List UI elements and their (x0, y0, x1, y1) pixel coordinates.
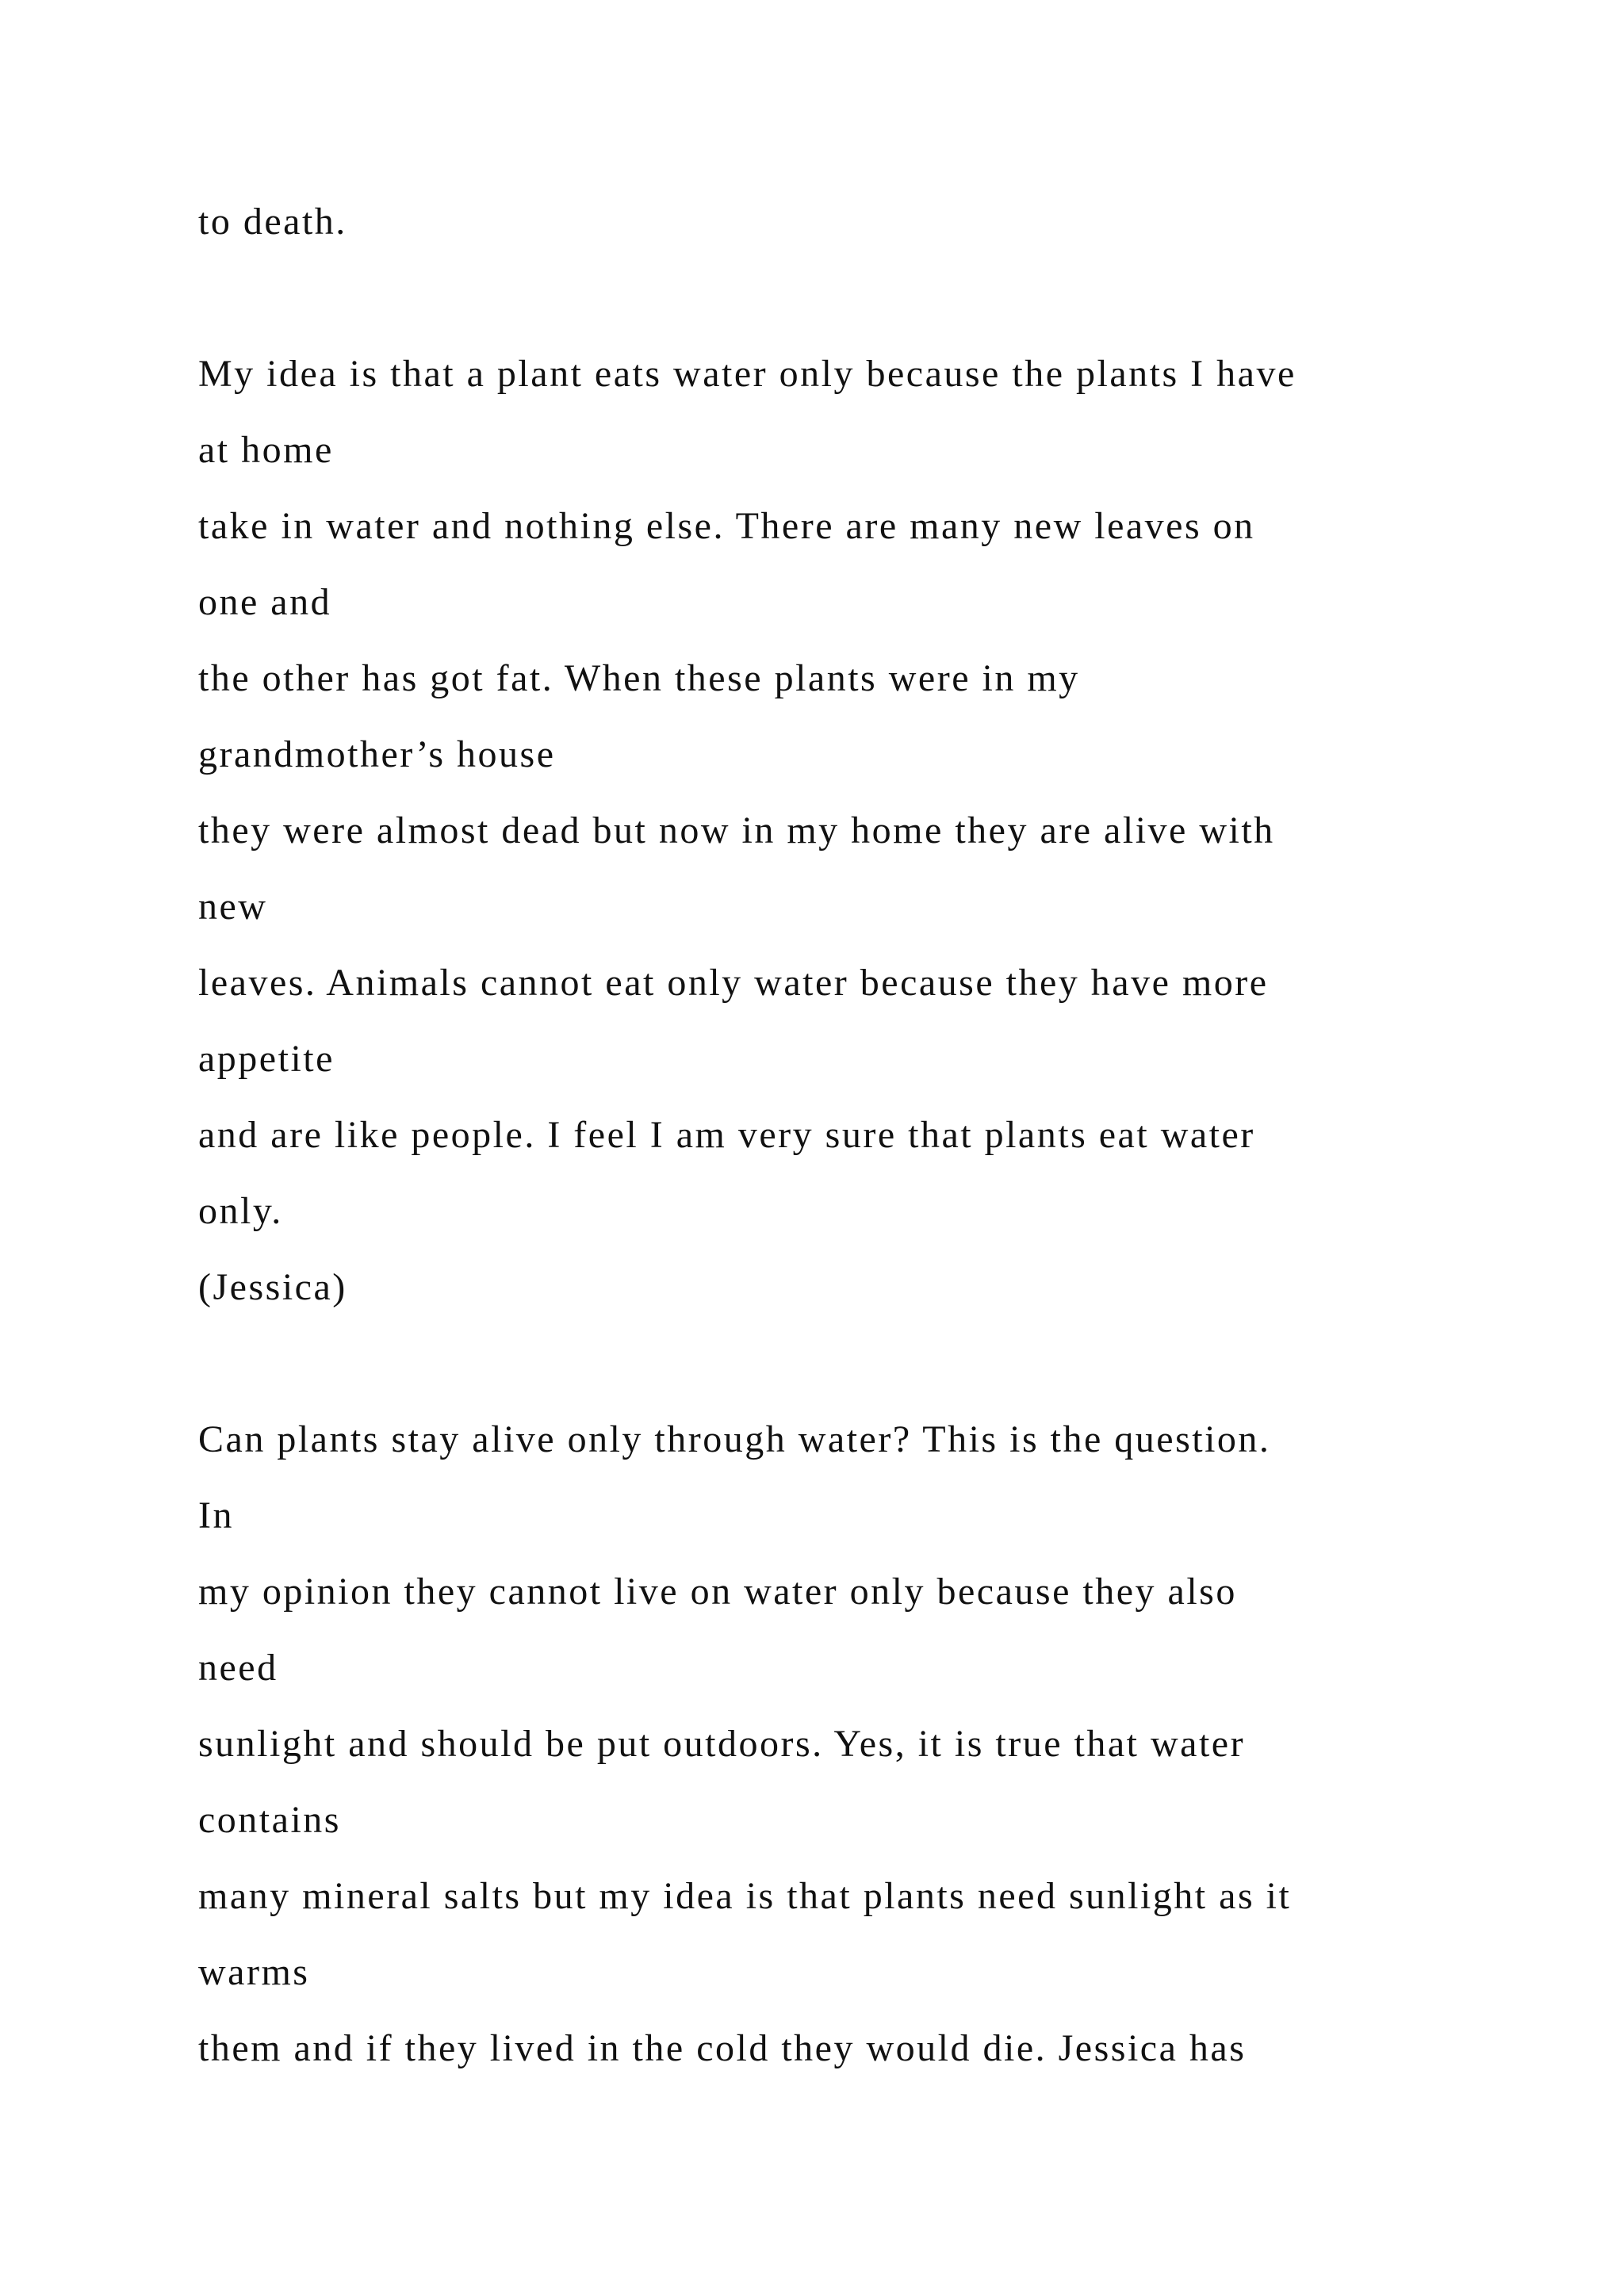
text-line: sunlight and should be put outdoors. Yes, it is true that water (198, 1723, 1246, 1765)
text-line: to death. (198, 201, 347, 243)
text-line: at home (198, 429, 334, 471)
text-line: warms (198, 1951, 310, 1993)
text-line: contains (198, 1799, 341, 1841)
text-line: only. (198, 1190, 283, 1232)
text-line: leaves. Animals cannot eat only water because they have more (198, 962, 1269, 1004)
text-line: Can plants stay alive only through water? This is the question. (198, 1418, 1271, 1460)
text-line: In (198, 1494, 234, 1536)
text-line: my opinion they cannot live on water only because they also (198, 1571, 1237, 1613)
text-line: new (198, 886, 268, 928)
text-line: one and (198, 581, 332, 623)
text-line: (Jessica) (198, 1266, 347, 1308)
text-line: and are like people. I feel I am very sure that plants eat water (198, 1114, 1255, 1156)
text-line: take in water and nothing else. There are many new leaves on (198, 505, 1255, 547)
text-line: many mineral salts but my idea is that plants need sunlight as it (198, 1875, 1292, 1917)
text-line: the other has got fat. When these plants were in my (198, 657, 1080, 699)
text-line: them and if they lived in the cold they would die. Jessica has (198, 2027, 1247, 2069)
text-line: My idea is that a plant eats water only because the plants I have (198, 353, 1297, 395)
text-line: need (198, 1647, 278, 1689)
text-line: appetite (198, 1038, 335, 1080)
text-line: grandmother’s house (198, 733, 556, 775)
text-line: they were almost dead but now in my home they are alive with (198, 809, 1275, 851)
